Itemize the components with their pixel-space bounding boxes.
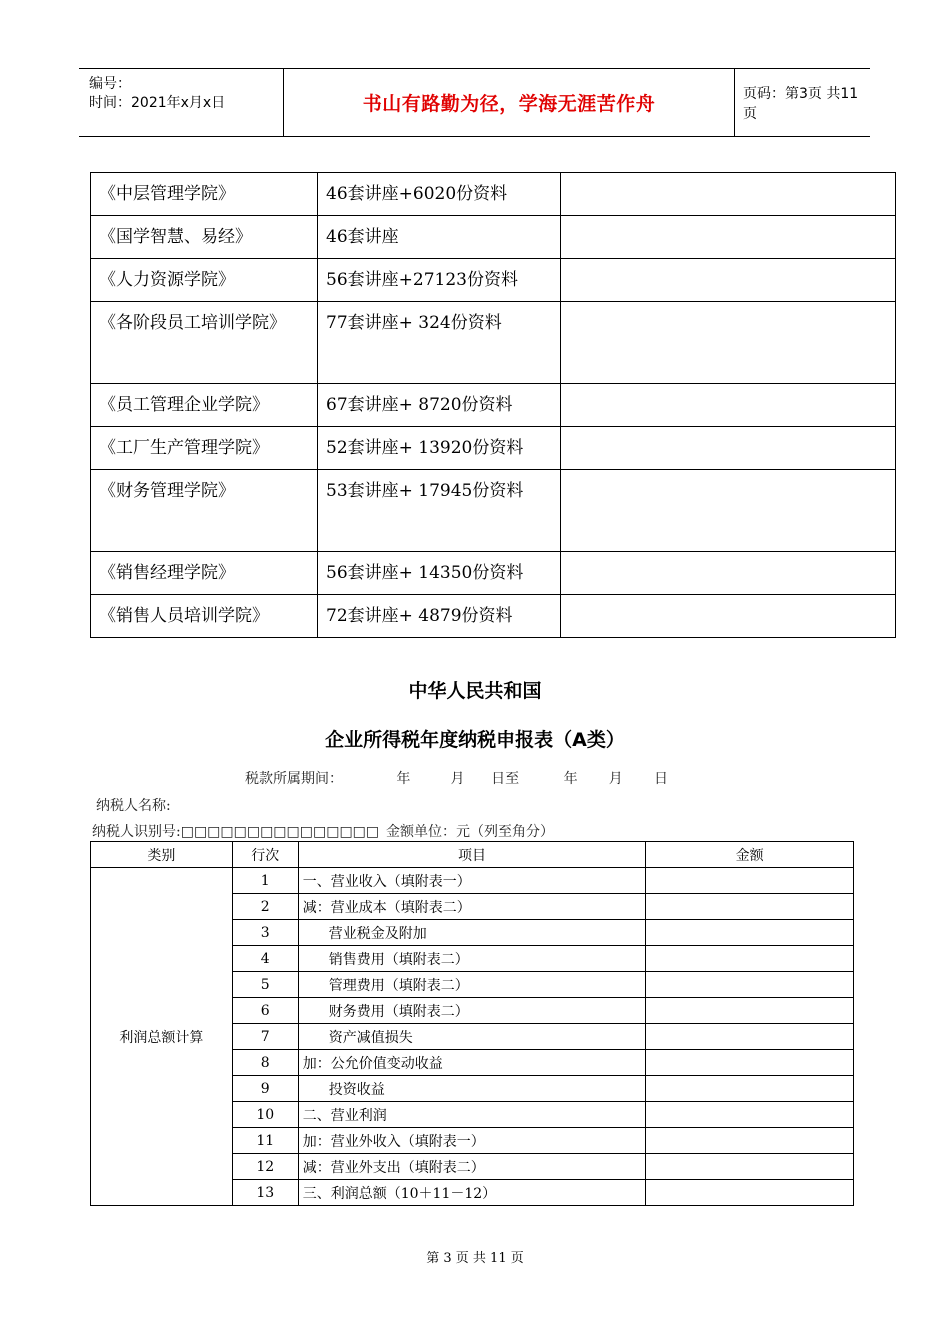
row-item: 加：公允价值变动收益 xyxy=(298,1050,646,1076)
row-number: 8 xyxy=(232,1050,298,1076)
amount-cell[interactable] xyxy=(646,1076,854,1102)
course-extra xyxy=(561,470,896,552)
course-content: 46套讲座+6020份资料 xyxy=(318,173,561,216)
header-category: 类别 xyxy=(91,842,233,868)
header-motto-cell xyxy=(283,69,735,136)
course-content: 52套讲座+ 13920份资料 xyxy=(318,427,561,470)
amount-cell[interactable] xyxy=(646,1102,854,1128)
table-row xyxy=(91,427,896,470)
amount-cell[interactable] xyxy=(646,1024,854,1050)
course-name: 《销售经理学院》 xyxy=(91,552,318,595)
amount-unit-label: 金额单位：元（列至角分） xyxy=(386,824,554,840)
row-number: 5 xyxy=(232,972,298,998)
course-name: 《中层管理学院》 xyxy=(91,173,318,216)
course-table xyxy=(90,172,896,638)
table-row xyxy=(91,259,896,302)
table-row xyxy=(91,302,896,384)
course-content: 46套讲座 xyxy=(318,216,561,259)
header-info xyxy=(79,69,283,136)
row-number: 2 xyxy=(232,894,298,920)
course-extra xyxy=(561,552,896,595)
row-item: 三、利润总额（10＋11－12） xyxy=(298,1180,646,1206)
amount-cell[interactable] xyxy=(646,920,854,946)
course-name: 《工厂生产管理学院》 xyxy=(91,427,318,470)
course-name: 《人力资源学院》 xyxy=(91,259,318,302)
course-extra xyxy=(561,259,896,302)
row-number: 4 xyxy=(232,946,298,972)
course-name: 《各阶段员工培训学院》 xyxy=(91,302,318,384)
header-page-cell xyxy=(734,69,870,136)
course-extra xyxy=(561,427,896,470)
amount-cell[interactable] xyxy=(646,1050,854,1076)
course-name: 《员工管理企业学院》 xyxy=(91,384,318,427)
row-number: 1 xyxy=(232,868,298,894)
table-row xyxy=(91,552,896,595)
table-header-row xyxy=(91,842,854,868)
row-number: 11 xyxy=(232,1128,298,1154)
amount-cell[interactable] xyxy=(646,868,854,894)
tax-form-table xyxy=(90,841,854,1206)
page-footer: 第 3 页 共 11 页 xyxy=(426,1251,524,1266)
course-name: 《财务管理学院》 xyxy=(91,470,318,552)
row-number: 13 xyxy=(232,1180,298,1206)
amount-cell[interactable] xyxy=(646,1180,854,1206)
form-title-country: 中华人民共和国 xyxy=(408,680,542,702)
amount-cell[interactable] xyxy=(646,998,854,1024)
row-number: 7 xyxy=(232,1024,298,1050)
course-extra xyxy=(561,384,896,427)
table-row xyxy=(91,216,896,259)
course-content: 77套讲座+ 324份资料 xyxy=(318,302,561,384)
motto: 书山有路勤为径，学海无涯苦作舟 xyxy=(362,93,656,115)
form-title: 企业所得税年度纳税申报表（A类） xyxy=(325,729,625,751)
course-extra xyxy=(561,302,896,384)
course-content: 53套讲座+ 17945份资料 xyxy=(318,470,561,552)
taxpayer-id-label: 纳税人识别号:□□□□□□□□□□□□□□□ xyxy=(92,824,380,840)
row-item: 投资收益 xyxy=(298,1076,646,1102)
row-item: 加：营业外收入（填附表一） xyxy=(298,1128,646,1154)
row-item: 减：营业外支出（填附表二） xyxy=(298,1154,646,1180)
row-item: 二、营业利润 xyxy=(298,1102,646,1128)
table-row xyxy=(91,868,854,894)
row-number: 10 xyxy=(232,1102,298,1128)
course-content: 67套讲座+ 8720份资料 xyxy=(318,384,561,427)
amount-cell[interactable] xyxy=(646,1128,854,1154)
row-item: 一、营业收入（填附表一） xyxy=(298,868,646,894)
course-extra xyxy=(561,173,896,216)
row-number: 9 xyxy=(232,1076,298,1102)
taxpayer-name-label: 纳税人名称: xyxy=(96,798,171,814)
row-item: 财务费用（填附表二） xyxy=(298,998,646,1024)
number-label: 编号： xyxy=(89,76,131,92)
row-number: 6 xyxy=(232,998,298,1024)
course-name: 《销售人员培训学院》 xyxy=(91,595,318,638)
table-row xyxy=(91,384,896,427)
row-number: 12 xyxy=(232,1154,298,1180)
row-item: 营业税金及附加 xyxy=(298,920,646,946)
row-item: 管理费用（填附表二） xyxy=(298,972,646,998)
amount-cell[interactable] xyxy=(646,972,854,998)
header-amount: 金额 xyxy=(646,842,854,868)
time-label: 时间：2021年x月x日 xyxy=(89,95,226,111)
table-row xyxy=(91,173,896,216)
category-cell: 利润总额计算 xyxy=(91,868,233,1206)
page-header xyxy=(79,68,870,137)
course-extra xyxy=(561,216,896,259)
table-row xyxy=(91,595,896,638)
row-item: 减：营业成本（填附表二） xyxy=(298,894,646,920)
amount-cell[interactable] xyxy=(646,894,854,920)
tax-period: 税款所属期间： 年 月 日至 年 月 日 xyxy=(245,771,668,787)
row-number: 3 xyxy=(232,920,298,946)
amount-cell[interactable] xyxy=(646,1154,854,1180)
course-extra xyxy=(561,595,896,638)
header-item: 项目 xyxy=(298,842,646,868)
table-row xyxy=(91,470,896,552)
course-name: 《国学智慧、易经》 xyxy=(91,216,318,259)
amount-cell[interactable] xyxy=(646,946,854,972)
course-content: 72套讲座+ 4879份资料 xyxy=(318,595,561,638)
course-content: 56套讲座+27123份资料 xyxy=(318,259,561,302)
page-label: 页码：第3页 共11页 xyxy=(743,85,859,122)
header-row-number: 行次 xyxy=(232,842,298,868)
course-content: 56套讲座+ 14350份资料 xyxy=(318,552,561,595)
row-item: 资产减值损失 xyxy=(298,1024,646,1050)
row-item: 销售费用（填附表二） xyxy=(298,946,646,972)
